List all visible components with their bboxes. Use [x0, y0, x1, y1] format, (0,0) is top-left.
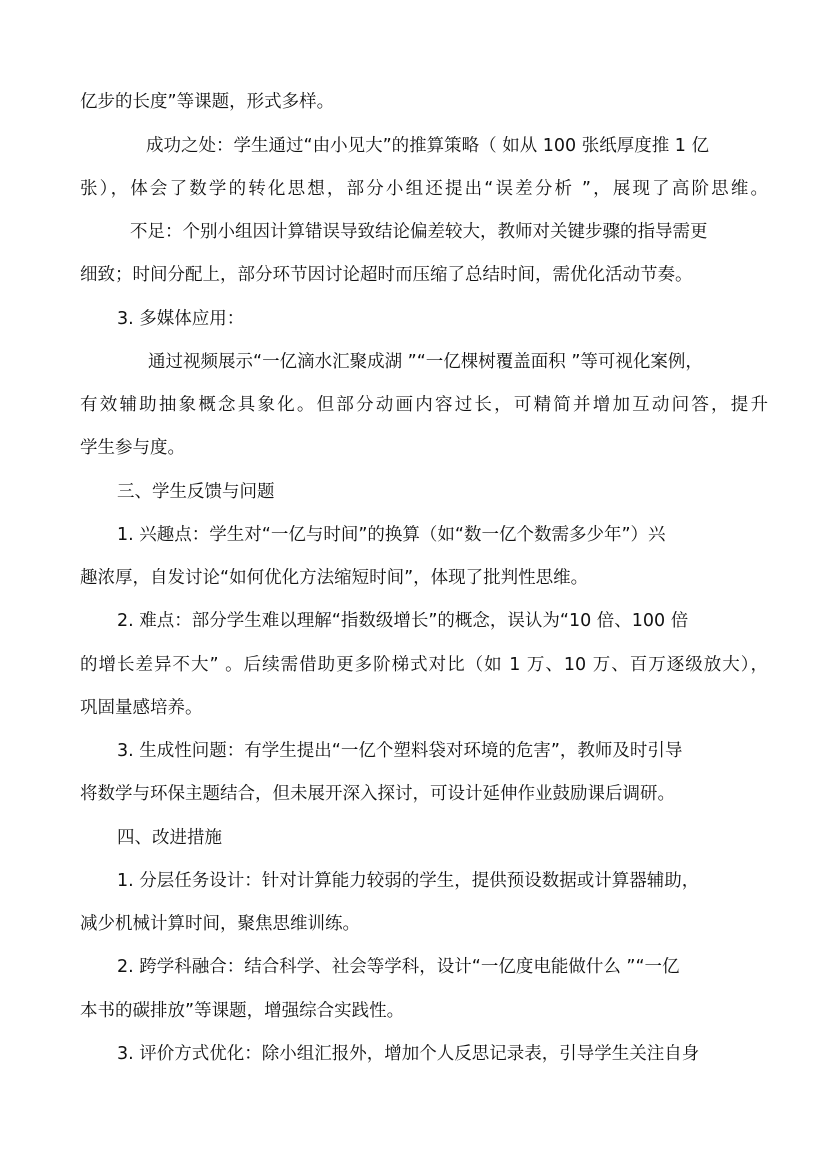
paragraph-line: 巩固量感培养。 [80, 698, 203, 718]
paragraph-line: 的增长差异不大” 。后续需借助更多阶梯式对比（如 1 万、10 万、百万逐级放大）， [80, 655, 768, 675]
list-item-generative: 3. 生成性问题：有学生提出“一亿个塑料袋对环境的危害”，教师及时引导 [117, 741, 683, 761]
list-item-interest: 1. 兴趣点：学生对“一亿与时间”的换算（如“数一亿个数需多少年”）兴 [117, 525, 666, 545]
paragraph-line: 张），体会了数学的转化思想，部分小组还提出“误差分析 ”，展现了高阶思维。 [80, 179, 768, 199]
paragraph-line: 亿步的长度”等课题，形式多样。 [80, 92, 335, 112]
paragraph-line: 减少机械计算时间，聚焦思维训练。 [80, 914, 360, 934]
list-item-interdisciplinary: 2. 跨学科融合：结合科学、社会等学科，设计“一亿度电能做什么 ”“一亿 [117, 957, 680, 977]
list-item-difficulty: 2. 难点：部分学生难以理解“指数级增长”的概念，误认为“10 倍、100 倍 [117, 611, 689, 631]
success-heading-line: 成功之处：学生通过“由小见大”的推算策略（ 如从 100 张纸厚度推 1 亿 [146, 136, 709, 156]
paragraph-line: 有效辅助抽象概念具象化。但部分动画内容过长，可精简并增加互动问答，提升 [80, 395, 768, 415]
paragraph-line: 本书的碳排放”等课题，增强综合实践性。 [80, 1001, 405, 1021]
paragraph-line: 趣浓厚，自发讨论“如何优化方法缩短时间”，体现了批判性思维。 [80, 568, 589, 588]
shortcoming-heading-line: 不足：个别小组因计算错误导致结论偏差较大，教师对关键步骤的指导需更 [130, 222, 708, 242]
paragraph-line: 细致；时间分配上，部分环节因讨论超时而压缩了总结时间，需优化活动节奏。 [80, 265, 693, 285]
list-item-layered-tasks: 1. 分层任务设计：针对计算能力较弱的学生，提供预设数据或计算器辅助， [117, 871, 700, 891]
paragraph-line: 通过视频展示“一亿滴水汇聚成湖 ”“一亿棵树覆盖面积 ”等可视化案例， [148, 352, 703, 372]
section-item-multimedia: 3. 多媒体应用： [117, 309, 245, 329]
list-item-evaluation: 3. 评价方式优化：除小组汇报外，增加个人反思记录表，引导学生关注自身 [117, 1044, 700, 1064]
section-heading-improvement: 四、改进措施 [117, 828, 222, 848]
section-heading-feedback: 三、学生反馈与问题 [117, 482, 275, 502]
paragraph-line: 将数学与环保主题结合，但未展开深入探讨，可设计延伸作业鼓励课后调研。 [80, 784, 675, 804]
paragraph-line: 学生参与度。 [80, 438, 185, 458]
